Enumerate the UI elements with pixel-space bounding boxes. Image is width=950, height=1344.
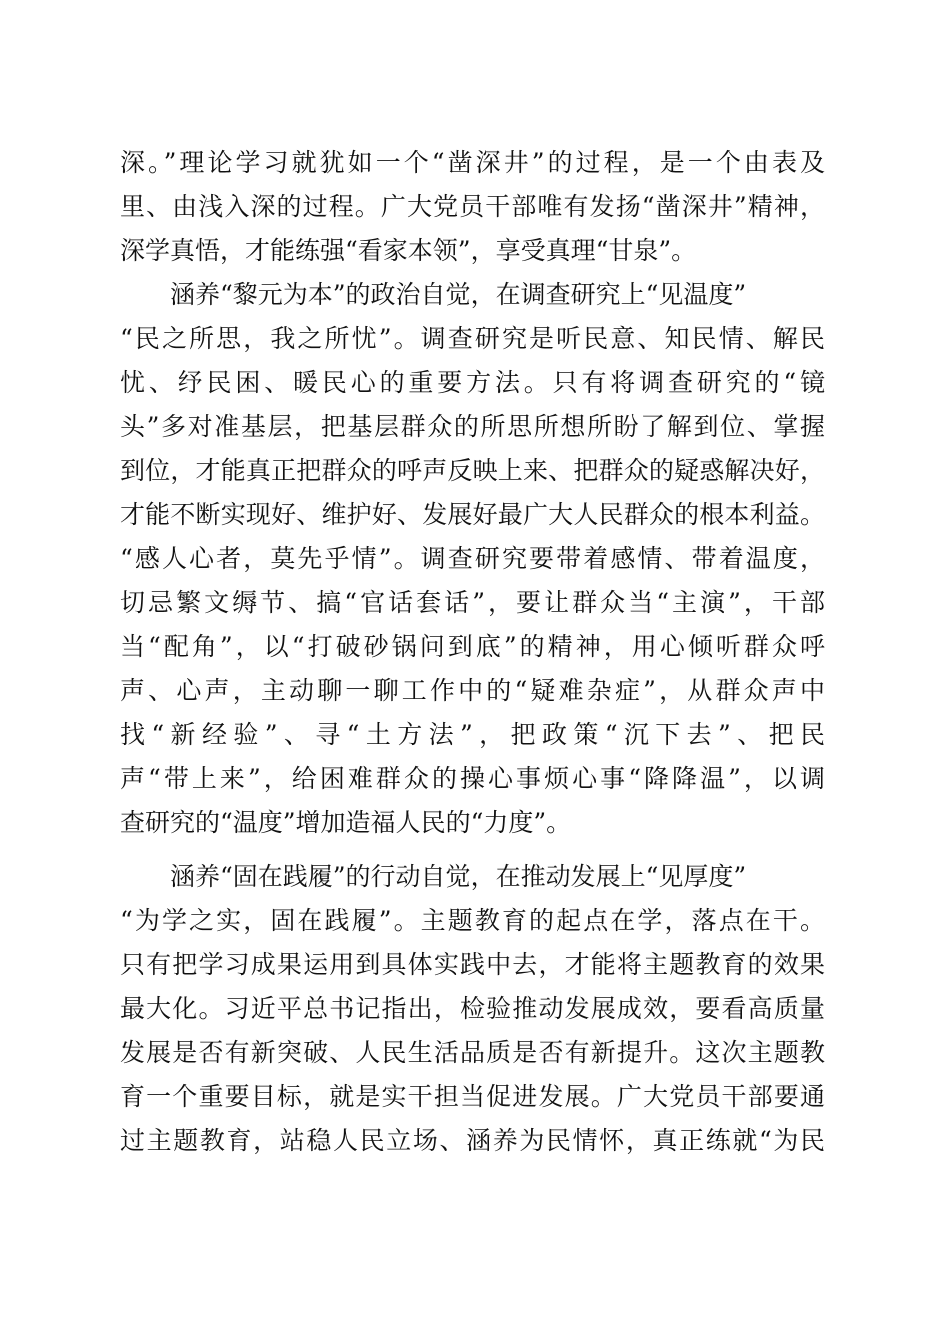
text-line: 声“带上来”，给困难群众的操心事烦心事“降降温”，以调: [120, 764, 825, 793]
text-line: “为学之实，固在践履”。主题教育的起点在学，落点在干。: [120, 906, 825, 935]
text-line: 深。”理论学习就犹如一个“凿深井”的过程，是一个由表及: [120, 148, 825, 177]
text-line: 育一个重要目标，就是实干担当促进发展。广大党员干部要通: [120, 1082, 825, 1111]
text-line: 发展是否有新突破、人民生活品质是否有新提升。这次主题教: [120, 1038, 825, 1067]
text-line: “民之所思，我之所忧”。调查研究是听民意、知民情、解民: [120, 324, 825, 353]
text-line: 深学真悟，才能练强“看家本领”，享受真理“甘泉”。: [120, 236, 697, 265]
section-heading-line: 涵养“黎元为本”的政治自觉，在调查研究上“见温度”: [170, 280, 747, 309]
text-line: 到位，才能真正把群众的呼声反映上来、把群众的疑惑解决好，: [120, 456, 825, 485]
text-line: 过主题教育，站稳人民立场、涵养为民情怀，真正练就“为民: [120, 1126, 825, 1155]
text-line: 里、由浅入深的过程。广大党员干部唯有发扬“凿深井”精神，: [120, 192, 825, 221]
text-line: 忧、纾民困、暖民心的重要方法。只有将调查研究的“镜: [120, 368, 825, 397]
text-line: 切忌繁文缛节、搞“官话套话”，要让群众当“主演”，干部: [120, 588, 825, 617]
text-line: 找“新经验”、寻“土方法”，把政策“沉下去”、把民: [120, 720, 825, 749]
section-heading-line: 涵养“固在践履”的行动自觉，在推动发展上“见厚度”: [170, 862, 747, 891]
text-line: 才能不断实现好、维护好、发展好最广大人民群众的根本利益。: [120, 500, 825, 529]
text-line: 查研究的“温度”增加造福人民的“力度”。: [120, 808, 572, 837]
text-line: 最大化。习近平总书记指出，检验推动发展成效，要看高质量: [120, 994, 825, 1023]
text-line: 头”多对准基层，把基层群众的所思所想所盼了解到位、掌握: [120, 412, 825, 441]
text-line: 当“配角”，以“打破砂锅问到底”的精神，用心倾听群众呼: [120, 632, 825, 661]
text-line: “感人心者，莫先乎情”。调查研究要带着感情、带着温度，: [120, 544, 825, 573]
text-line: 声、心声，主动聊一聊工作中的“疑难杂症”，从群众声中: [120, 676, 825, 705]
text-line: 只有把学习成果运用到具体实践中去，才能将主题教育的效果: [120, 950, 825, 979]
